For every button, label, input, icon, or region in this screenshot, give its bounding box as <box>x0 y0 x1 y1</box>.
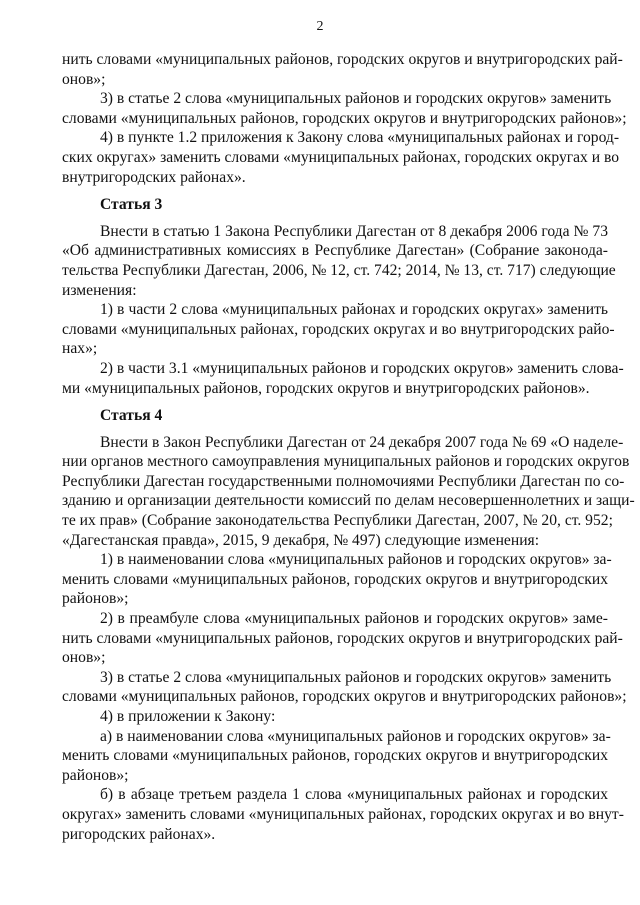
text-line: районов»; <box>62 766 129 784</box>
paragraph <box>62 433 635 551</box>
text-line: нить словами «муниципальных районов, городских округов и внутригородских рай- <box>62 51 623 68</box>
paragraph <box>62 727 611 786</box>
text-line: 2) в части 3.1 «муниципальных районов и городских округов» заменить слова- <box>100 359 624 377</box>
text-line: словами «муниципальных районов, городских округов и внутригородских районов»; <box>62 109 627 127</box>
text-line: зданию и организации деятельности комиссий по делам несовершеннолетних и защи- <box>62 492 635 510</box>
text-line: нить словами «муниципальных районов, городских округов и внутригородских рай- <box>62 629 623 647</box>
text-line: районов»; <box>62 590 129 608</box>
text-line: словами «муниципальных районах, городских округах и во внутригородских райо- <box>62 320 615 338</box>
text-line: тельства Республики Дагестан, 2006, № 12, ст. 742; 2014, № 13, ст. 717) следующие <box>62 261 616 279</box>
paragraph <box>62 222 616 300</box>
text-line: Внести в статью 1 Закона Республики Дагестан от 8 декабря 2006 года № 73 <box>100 222 608 240</box>
text-line: нах»; <box>62 340 98 358</box>
text-line: а) в наименовании слова «муниципальных районов и городских округов» за- <box>100 727 611 745</box>
paragraph <box>62 668 627 707</box>
text-line: 3) в статье 2 слова «муниципальных районов и городских округов» заменить <box>100 668 612 686</box>
text-line: 3) в статье 2 слова «муниципальных районов и городских округов» заменить <box>100 90 612 108</box>
paragraph <box>62 550 612 609</box>
text-line: «Об административных комиссиях в Республике Дагестан» (Собрание законода- <box>62 242 608 260</box>
paragraph <box>62 300 615 359</box>
text-line: внутригородских районах». <box>62 168 246 186</box>
paragraph <box>62 609 623 668</box>
text-line: б) в абзаце третьем раздела 1 слова «муниципальных районах и городских <box>100 786 608 804</box>
text-line: менить словами «муниципальных районов, городских округов и внутригородских <box>62 747 608 765</box>
text-line: онов»; <box>62 649 106 667</box>
text-line: 4) в пункте 1.2 приложения к Закону слова «муниципальных районах и город- <box>100 129 620 147</box>
text-line: 4) в приложении к Закону: <box>100 708 276 725</box>
paragraph <box>62 707 608 727</box>
article-heading: Статья 3 <box>100 196 163 214</box>
paragraph <box>62 50 623 89</box>
article-heading: Статья 4 <box>100 407 163 425</box>
text-line: Республики Дагестан государственными полномочиями Республики Дагестан по со- <box>62 472 625 490</box>
text-line: те их прав» (Собрание законодательства Республики Дагестан, 2007, № 20, ст. 952; <box>62 512 613 530</box>
paragraph <box>62 89 627 128</box>
text-line: ми «муниципальных районов, городских округов и внутригородских районов». <box>62 379 590 397</box>
text-line: «Дагестанская правда», 2015, 9 декабря, № 497) следующие изменения: <box>62 531 540 549</box>
text-line: 1) в части 2 слова «муниципальных районах и городских округах» заменить <box>100 301 608 319</box>
text-line: ригородских районах». <box>62 825 216 843</box>
paragraph <box>62 359 624 398</box>
text-line: словами «муниципальных районов, городских округов и внутригородских районов»; <box>62 688 627 706</box>
paragraph <box>62 785 624 844</box>
text-line: 1) в наименовании слова «муниципальных районов и городских округов» за- <box>100 551 612 569</box>
text-line: ских округах» заменить словами «муниципальных районах, городских округах и во <box>62 148 620 166</box>
document-body <box>62 50 635 844</box>
text-line: Внести в Закон Республики Дагестан от 24 декабря 2007 года № 69 «О наделе- <box>100 433 624 451</box>
text-line: изменения: <box>62 281 137 299</box>
text-line: онов»; <box>62 70 106 88</box>
text-line: менить словами «муниципальных районов, городских округов и внутригородских <box>62 570 608 588</box>
text-line: округах» заменить словами «муниципальных районах, городских округах и во внут- <box>62 805 624 823</box>
text-line: 2) в преамбуле слова «муниципальных районов и городских округов» заме- <box>100 610 608 628</box>
paragraph <box>62 128 620 187</box>
text-line: нии органов местного самоуправления муниципальных районов и городских округов <box>62 453 630 471</box>
page-number: 2 <box>316 19 324 34</box>
